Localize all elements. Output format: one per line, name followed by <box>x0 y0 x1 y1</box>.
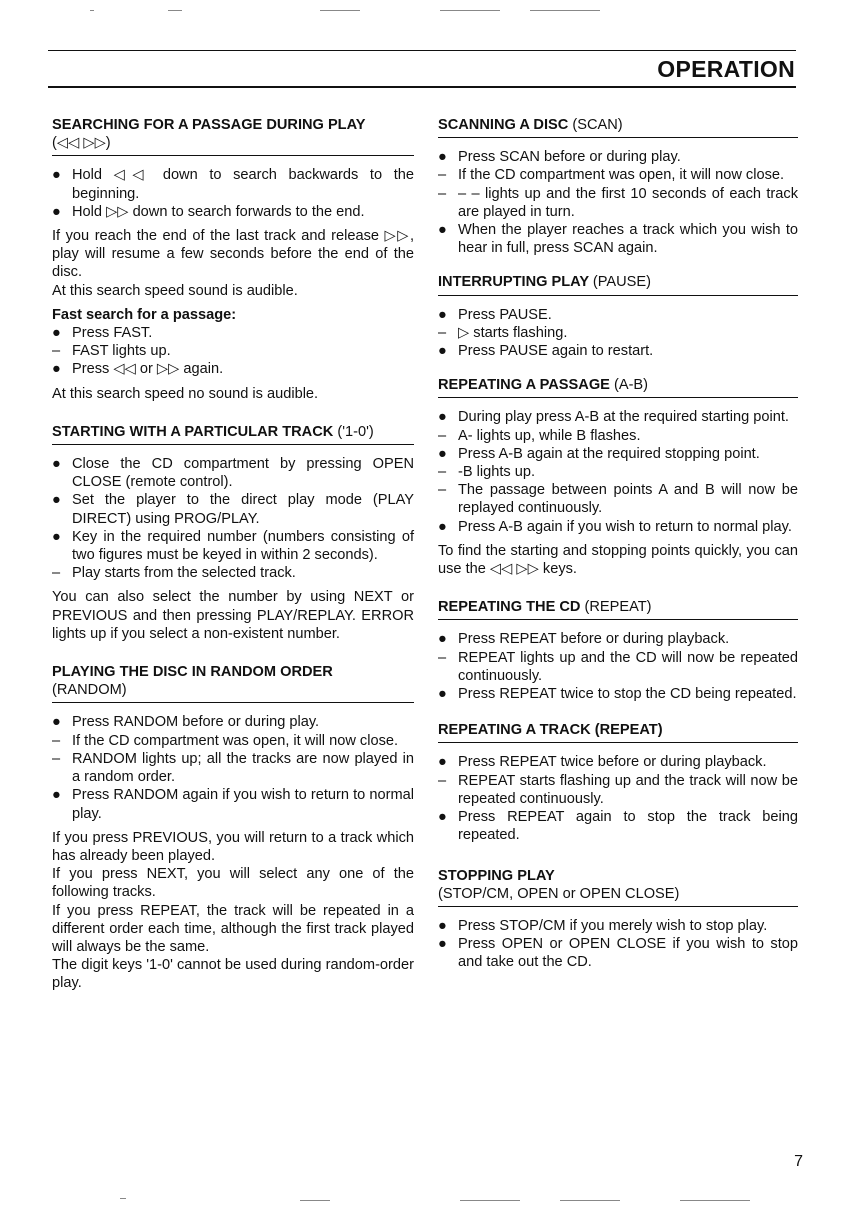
list-item-text: – – lights up and the first 10 seconds of each track are played in turn. <box>458 185 798 220</box>
bullet-icon: ● <box>438 149 447 166</box>
list-item <box>438 808 798 844</box>
section-title-bold: REPEATING A PASSAGE <box>438 377 610 394</box>
paragraph: At this search speed sound is audible. <box>52 282 298 299</box>
list-item <box>52 528 414 564</box>
list-item-text: If the CD compartment was open, it will now close. <box>458 167 785 184</box>
bullet-icon: ● <box>438 754 447 771</box>
paragraph: If you press PREVIOUS, you will return to a track which has already been played. <box>52 829 414 864</box>
list-item <box>438 753 798 771</box>
list-item-text: Press RANDOM again if you wish to return to normal play. <box>72 787 414 822</box>
list-item <box>438 772 798 808</box>
list-item <box>52 491 414 527</box>
section-searching <box>52 116 414 403</box>
bullet-icon: ● <box>438 409 447 426</box>
section-title-normal: (STOP/CM, OPEN or OPEN CLOSE) <box>438 885 680 902</box>
section-title-normal: (PAUSE) <box>592 274 652 291</box>
bullet-icon: ● <box>438 445 447 462</box>
list-item-text: REPEAT lights up and the CD will now be repeated continuously. <box>458 649 798 684</box>
list-item <box>438 649 798 685</box>
section-repeat-cd <box>438 598 798 703</box>
scan-speck <box>460 1200 520 1201</box>
scan-speck <box>530 10 600 11</box>
list-item <box>52 342 414 360</box>
section-title-bold: INTERRUPTING PLAY <box>438 274 589 291</box>
list-item <box>438 935 798 971</box>
list-item-text: Press REPEAT before or during playback. <box>458 631 730 648</box>
list-item <box>438 518 798 536</box>
list-item-text: Hold ◁◁ down to search backwards to the beginning. <box>72 167 414 202</box>
section-title-normal: (RANDOM) <box>52 682 127 699</box>
paragraph: If you press REPEAT, the track will be repeated in a different order each time, although the first track played will always be the same. <box>52 902 414 955</box>
list-item <box>438 427 798 445</box>
scan-speck <box>120 1198 126 1199</box>
list-item-text: The passage between points A and B will now be replayed continuously. <box>458 482 798 517</box>
section-scan <box>438 116 798 257</box>
section-repeat-track <box>438 721 798 844</box>
list-item-text: Press PAUSE again to restart. <box>458 343 654 360</box>
paragraph: To find the starting and stopping points quickly, you can use the ◁◁ ▷▷ keys. <box>438 542 798 578</box>
list-item-text: Press OPEN or OPEN CLOSE if you wish to stop and take out the CD. <box>458 936 798 971</box>
list-item-text: Set the player to the direct play mode (PLAY DIRECT) using PROG/PLAY. <box>72 492 414 527</box>
bullet-icon: ● <box>52 167 61 184</box>
list-item-text: Press A-B again if you wish to return to normal play. <box>458 518 792 535</box>
paragraph: You can also select the number by using NEXT or PREVIOUS and then pressing PLAY/REPLAY. ERROR lights up if you select a non-existent number. <box>52 589 414 642</box>
list-item-text: Press STOP/CM if you merely wish to stop play. <box>458 917 768 934</box>
section-title <box>52 423 414 445</box>
list-item-text: Close the CD compartment by pressing OPEN CLOSE (remote control). <box>72 456 414 491</box>
bullet-icon: ● <box>438 343 447 360</box>
right-column <box>438 116 798 985</box>
section-title <box>438 721 798 743</box>
dash-icon: – <box>52 732 61 749</box>
section-title-bold: SEARCHING FOR A PASSAGE DURING PLAY <box>52 117 366 133</box>
section-title-bold: SCANNING A DISC <box>438 117 569 133</box>
bullet-icon: ● <box>438 917 447 934</box>
list-item <box>52 732 414 750</box>
list-item-text: A- lights up, while B flashes. <box>458 427 641 444</box>
section-title-normal: (A-B) <box>613 377 649 394</box>
section-title <box>438 598 798 620</box>
bullet-icon: ● <box>52 325 61 342</box>
section-random <box>52 663 414 992</box>
scan-speck <box>300 1200 330 1201</box>
list-item <box>52 750 414 786</box>
bullet-icon: ● <box>52 528 61 545</box>
list-item-text: Hold ▷▷ down to search forwards to the end. <box>72 203 365 220</box>
subheading: Fast search for a passage: <box>52 306 237 323</box>
bullet-icon: ● <box>438 809 447 826</box>
list-item <box>438 166 798 184</box>
dash-icon: – <box>438 772 447 789</box>
paragraph: The digit keys '1-0' cannot be used during random-order play. <box>52 957 414 992</box>
list-item-text: When the player reaches a track which you wish to hear in full, press SCAN again. <box>458 222 798 257</box>
list-item <box>438 408 798 426</box>
dash-icon: – <box>438 649 447 666</box>
list-item <box>438 685 798 703</box>
list-item <box>438 148 798 166</box>
list-item-text: Key in the required number (numbers consisting of two figures must be keyed in within 2 seconds). <box>72 528 414 564</box>
dash-icon: – <box>438 185 447 202</box>
dash-icon: – <box>438 482 447 499</box>
section-title-normal: (◁◁ ▷▷) <box>52 135 111 152</box>
section-title <box>52 663 414 703</box>
list-item-text: Press REPEAT again to stop the track being repeated. <box>458 809 798 844</box>
list-item <box>52 786 414 822</box>
bullet-icon: ● <box>438 222 447 239</box>
bullet-icon: ● <box>52 456 61 473</box>
dash-icon: – <box>52 565 61 582</box>
list-item <box>438 306 798 324</box>
scan-speck <box>90 10 94 11</box>
list-item-text: Press PAUSE. <box>458 306 552 323</box>
section-title-bold: STARTING WITH A PARTICULAR TRACK <box>52 423 334 440</box>
list-item <box>438 630 798 648</box>
section-repeat-passage <box>438 376 798 578</box>
bullet-icon: ● <box>52 492 61 509</box>
list-item <box>438 221 798 257</box>
dash-icon: – <box>438 427 447 444</box>
section-title <box>438 273 798 295</box>
scan-speck <box>320 10 360 11</box>
dash-icon: – <box>52 343 61 360</box>
section-title <box>438 867 798 907</box>
scan-speck <box>440 10 500 11</box>
bullet-icon: ● <box>438 631 447 648</box>
bullet-icon: ● <box>52 787 61 804</box>
list-item-text: Press ◁◁ or ▷▷ again. <box>72 361 224 378</box>
section-title-bold: PLAYING THE DISC IN RANDOM ORDER <box>52 664 333 681</box>
section-pause <box>438 273 798 360</box>
bullet-icon: ● <box>438 518 447 535</box>
header-rule <box>48 86 796 88</box>
list-item-text: Press RANDOM before or during play. <box>72 714 320 731</box>
list-item <box>438 445 798 463</box>
list-item-text: Press REPEAT twice to stop the CD being repeated. <box>458 686 797 703</box>
bullet-icon: ● <box>52 714 61 731</box>
list-item <box>438 917 798 935</box>
top-rule <box>48 50 796 51</box>
dash-icon: – <box>438 464 447 481</box>
list-item <box>52 455 414 491</box>
section-title <box>438 116 798 138</box>
paragraph: At this search speed no sound is audible. <box>52 385 319 402</box>
list-item-text: Press REPEAT twice before or during playback. <box>458 754 767 771</box>
bullet-icon: ● <box>438 686 447 703</box>
list-item-text: Press A-B again at the required stopping point. <box>458 445 760 462</box>
section-stopping <box>438 867 798 972</box>
section-title-bold: REPEATING A TRACK (REPEAT) <box>438 722 663 739</box>
page-number: 7 <box>794 1153 803 1170</box>
section-title <box>52 116 414 156</box>
list-item <box>52 564 414 582</box>
list-item-text: During play press A-B at the required starting point. <box>458 409 789 426</box>
bullet-icon: ● <box>438 936 447 953</box>
list-item-text: If the CD compartment was open, it will now close. <box>72 732 399 749</box>
list-item-text: Press SCAN before or during play. <box>458 149 681 166</box>
list-item <box>438 185 798 221</box>
list-item <box>438 342 798 360</box>
scan-speck <box>680 1200 750 1201</box>
section-title-normal: (SCAN) <box>572 117 623 133</box>
list-item <box>52 324 414 342</box>
section-title <box>438 376 798 398</box>
section-starting-track <box>52 423 414 643</box>
list-item-text: ▷ starts flashing. <box>458 324 568 341</box>
list-item <box>438 324 798 342</box>
list-item-text: REPEAT starts flashing up and the track will now be repeated continuously. <box>458 772 798 807</box>
bullet-icon: ● <box>52 203 61 220</box>
section-title-bold: REPEATING THE CD <box>438 599 581 616</box>
bullet-icon: ● <box>52 361 61 378</box>
list-item-text: RANDOM lights up; all the tracks are now played in a random order. <box>72 750 414 786</box>
dash-icon: – <box>438 324 447 341</box>
list-item-text: FAST lights up. <box>72 343 171 360</box>
left-column <box>52 116 414 1006</box>
list-item-text: Play starts from the selected track. <box>72 565 296 582</box>
bullet-icon: ● <box>438 306 447 323</box>
list-item <box>52 166 414 202</box>
dash-icon: – <box>52 750 61 767</box>
section-title-bold: STOPPING PLAY <box>438 867 555 884</box>
section-title-normal: (REPEAT) <box>584 599 652 616</box>
list-item <box>52 713 414 731</box>
list-item-text: -B lights up. <box>458 464 536 481</box>
list-item-text: Press FAST. <box>72 325 153 342</box>
list-item <box>438 481 798 517</box>
scan-speck <box>168 10 182 11</box>
section-title-normal: ('1-0') <box>337 423 374 440</box>
list-item <box>52 203 414 221</box>
scan-speck <box>560 1200 620 1201</box>
paragraph: If you press NEXT, you will select any one of the following tracks. <box>52 866 414 901</box>
list-item <box>438 463 798 481</box>
paragraph: If you reach the end of the last track and release ▷▷, play will resume a few seconds before the end of the disc. <box>52 228 414 281</box>
page-title: OPERATION <box>657 56 795 82</box>
list-item <box>52 360 414 378</box>
dash-icon: – <box>438 167 447 184</box>
